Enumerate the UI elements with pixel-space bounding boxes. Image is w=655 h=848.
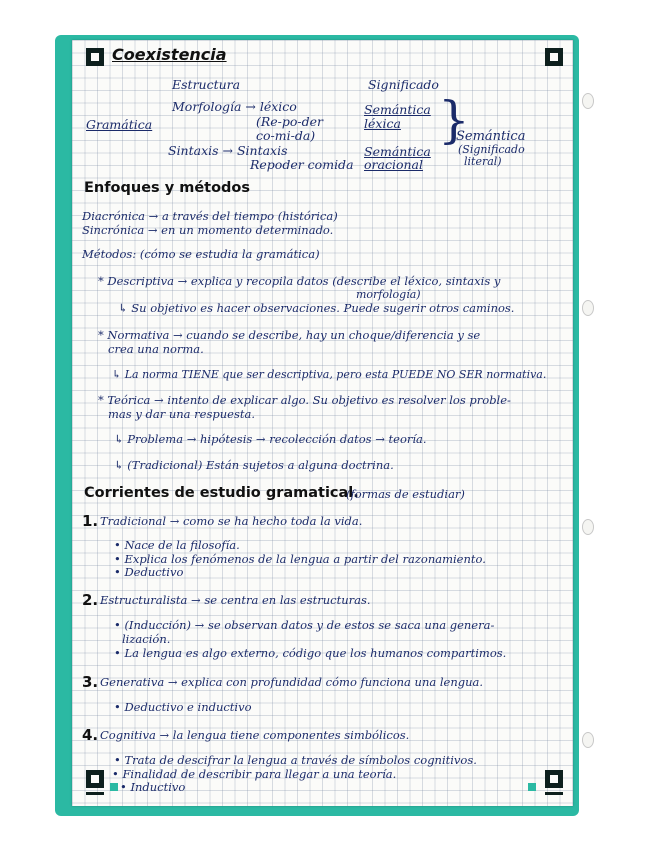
corner-marker-icon <box>86 48 104 66</box>
bullet-item: • (Inducción) → se observan datos y de estos se saca una genera- <box>114 618 495 632</box>
bullet-item: • Trata de descifrar la lengua a través de símbolos cognitivos. <box>114 753 477 767</box>
theoretical-line-1: * Teórica → intento de explicar algo. Su objetivo es resolver los proble- <box>98 393 511 407</box>
corner-marker-icon <box>545 770 563 788</box>
ring-hole <box>582 93 594 109</box>
methods-line: Métodos: (cómo se estudia la gramática) <box>82 247 320 261</box>
bullet-item: • Deductivo <box>114 565 184 579</box>
ring-hole <box>582 519 594 535</box>
theoretical-line-3: ↳ Problema → hipótesis → recolección datos → teoría. <box>114 432 427 446</box>
bullet-item: • Inductivo <box>120 780 186 794</box>
corner-square <box>528 783 536 791</box>
corner-marker-icon <box>545 48 563 66</box>
lexical-semantics-1: Semántica <box>364 102 431 117</box>
item-number: 4. <box>82 726 99 744</box>
corner-square <box>110 783 118 791</box>
normative-line-3: ↳ La norma TIENE que ser descriptiva, pero esta PUEDE NO SER normativa. <box>112 368 547 381</box>
current-traditional: Tradicional → como se ha hecho toda la vida. <box>100 514 363 528</box>
bullet-item: • La lengua es algo externo, código que los humanos compartimos. <box>114 646 507 660</box>
corner-bar <box>545 792 563 795</box>
semantics-label: Semántica <box>456 129 526 144</box>
bullet-item: • Deductivo e inductivo <box>114 700 252 714</box>
currents-note: (formas de estudiar) <box>346 487 465 501</box>
corner-bar <box>86 792 104 795</box>
bullet-item: • Nace de la filosofía. <box>114 538 240 552</box>
literal-meaning-1: (Significado <box>458 143 525 156</box>
bullet-item: lización. <box>122 632 171 646</box>
literal-meaning-2: literal) <box>464 155 502 168</box>
syntax-example: Repoder comida <box>250 157 354 172</box>
descriptive-line-1: * Descriptiva → explica y recopila datos (describe el léxico, sintaxis y <box>98 274 501 288</box>
synchronic-line: Sincrónica → en un momento determinado. <box>82 223 334 237</box>
right-brace: } <box>438 91 470 149</box>
descriptive-line-3: ↳ Su objetivo es hacer observaciones. Puede sugerir otros caminos. <box>118 301 515 315</box>
current-structuralist: Estructuralista → se centra en las estructuras. <box>100 593 371 607</box>
bullet-item: • Explica los fenómenos de la lengua a partir del razonamiento. <box>114 552 486 566</box>
normative-line-2: crea una norma. <box>108 342 204 356</box>
theoretical-line-2: mas y dar una respuesta. <box>108 407 255 421</box>
lexical-semantics-2: léxica <box>364 116 401 131</box>
descriptive-line-2: morfología) <box>356 288 421 301</box>
item-number: 3. <box>82 673 99 691</box>
syllable-example-1: (Re-po-der <box>256 114 324 129</box>
corner-marker-icon <box>86 770 104 788</box>
ring-hole <box>582 300 594 316</box>
sentence-semantics-2: oracional <box>364 157 423 172</box>
diachronic-line: Diacrónica → a través del tiempo (histórica) <box>82 209 338 223</box>
morphology-line: Morfología → léxico <box>172 99 297 114</box>
bullet-item: • Finalidad de describir para llegar a una teoría. <box>112 767 397 781</box>
label-grammar: Gramática <box>86 117 153 132</box>
section-heading-approaches: Enfoques y métodos <box>84 180 251 196</box>
sentence-semantics-1: Semántica <box>364 144 431 159</box>
item-number: 1. <box>82 512 99 530</box>
normative-line-1: * Normativa → cuando se describe, hay un choque/diferencia y se <box>98 328 481 342</box>
section-heading-currents: Corrientes de estudio gramatical. <box>84 485 359 501</box>
item-number: 2. <box>82 591 99 609</box>
ring-hole <box>582 732 594 748</box>
column-heading-meaning: Significado <box>368 77 439 92</box>
syntax-line: Sintaxis → Sintaxis <box>168 143 288 158</box>
current-cognitive: Cognitiva → la lengua tiene componentes simbólicos. <box>100 728 410 742</box>
current-generative: Generativa → explica con profundidad cómo funciona una lengua. <box>100 675 484 689</box>
page-title: Coexistencia <box>112 45 227 64</box>
syllable-example-2: co-mi-da) <box>256 128 316 143</box>
theoretical-line-4: ↳ (Tradicional) Están sujetos a alguna doctrina. <box>114 458 394 472</box>
column-heading-structure: Estructura <box>172 77 241 92</box>
